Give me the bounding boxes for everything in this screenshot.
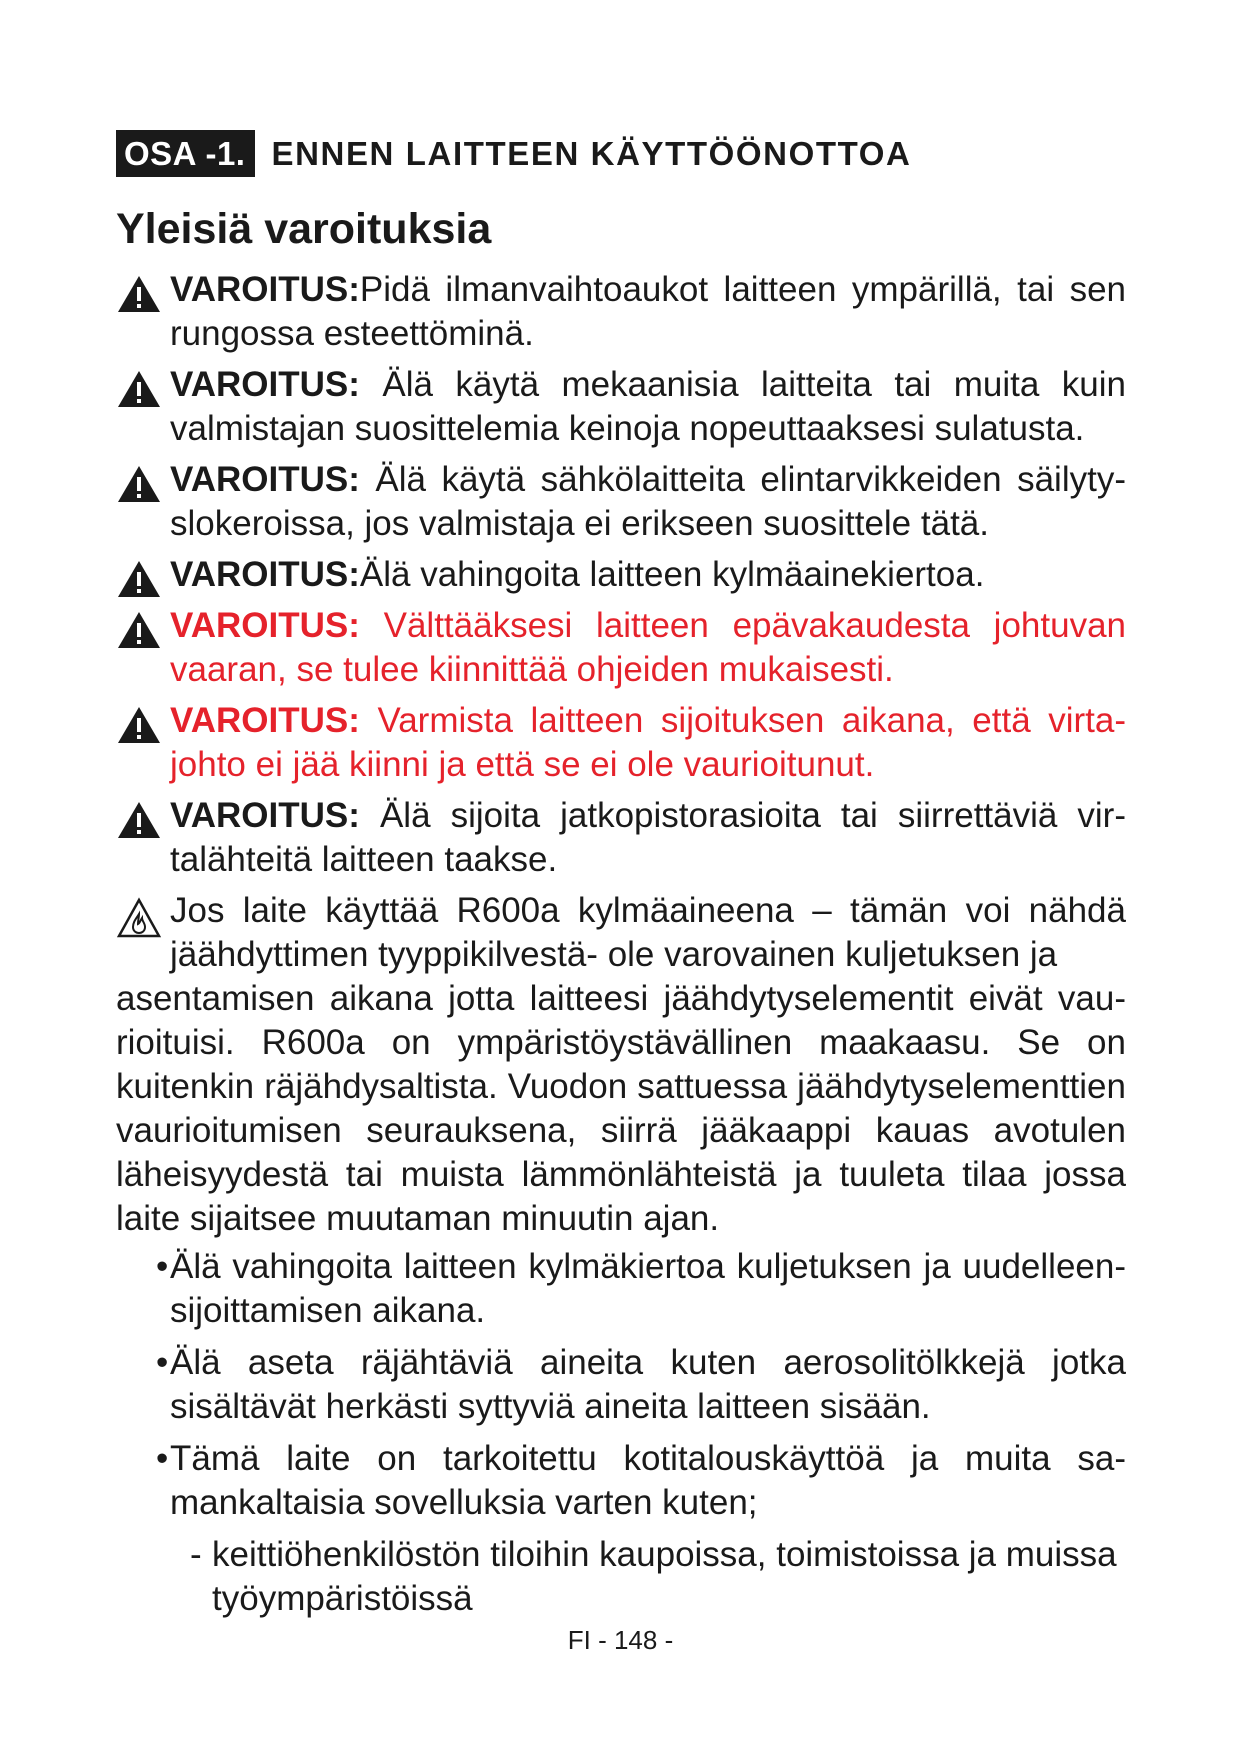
warning-label: VAROITUS: <box>170 796 360 835</box>
warning-item <box>116 553 1126 597</box>
bullet-dot: • <box>156 1439 169 1478</box>
warning-triangle-icon <box>116 800 162 840</box>
warning-label: VAROITUS: <box>170 701 360 740</box>
list-item-text: Älä vahingoita laitteen kylmäkiertoa kuljetuksen ja uudelleen-sijoittamisen aikana. <box>170 1247 1126 1330</box>
page-content <box>116 268 1126 1621</box>
list-item <box>116 1341 1126 1429</box>
warning-label: VAROITUS: <box>170 460 360 499</box>
warning-label: VAROITUS: <box>170 606 360 645</box>
flammable-warning-body: asentamisen aikana jotta laitteesi jäähdytyselementit eivät vau-rioituisi. R600a on ympäristöystävällinen maakaasu. Se on kuitenkin räjähdysaltista. Vuodon sattuessa jäähdytyselementtien vaurioitumisen seurauksena, siirrä jääkaappi kauas avotulen läheisyydestä tai muista lämmönlähteistä ja tuuleta tilaa jossa laite sijaitsee muutaman minuutin ajan. <box>116 979 1126 1238</box>
warning-label: VAROITUS: <box>170 555 360 594</box>
sub-list-item-text: keittiöhenkilöstön tiloihin kaupoissa, toimistoissa ja muissa työympäristöissä <box>212 1535 1117 1618</box>
warning-text: Älä vahingoita laitteen kylmäainekiertoa. <box>359 555 985 594</box>
warning-triangle-icon <box>116 610 162 650</box>
warning-triangle-icon <box>116 369 162 409</box>
list-item-text: Tämä laite on tarkoitettu kotitalouskäyttöä ja muita sa-mankaltaisia sovelluksia varten kuten; <box>170 1439 1126 1522</box>
list-item-text: Älä aseta räjähtäviä aineita kuten aerosolitölkkejä jotka sisältävät herkästi syttyviä aineita laitteen sisään. <box>170 1343 1126 1426</box>
warning-triangle-icon <box>116 559 162 599</box>
warning-label: VAROITUS: <box>170 365 360 404</box>
bullet-dot: • <box>156 1343 169 1382</box>
warning-text: Pidä ilmanvaihtoaukot laitteen ympärillä, tai sen rungossa esteettöminä. <box>170 270 1126 353</box>
bullet-list <box>116 1245 1126 1525</box>
section-title: Yleisiä varoituksia <box>116 205 492 253</box>
warning-item <box>116 458 1126 546</box>
flammable-warning-intro <box>116 889 1126 977</box>
flammable-triangle-icon <box>116 897 162 939</box>
page-number: FI - 148 - <box>567 1625 674 1655</box>
warning-triangle-icon <box>116 705 162 745</box>
warning-text: Älä käytä mekaanisia laitteita tai muita kuin valmistajan suosittelemia keinoja nopeuttaaksesi sulatusta. <box>170 365 1126 448</box>
warning-triangle-icon <box>116 274 162 314</box>
list-item <box>116 1437 1126 1525</box>
sub-bullet-dash: - <box>190 1535 202 1574</box>
chapter-header <box>116 130 912 177</box>
flammable-warning-text: Jos laite käyttää R600a kylmäaineena – tämän voi nähdä jäähdyttimen tyyppikilvestä- ole varovainen kuljetuksen ja <box>170 891 1126 974</box>
warning-item <box>116 794 1126 882</box>
warning-text: Älä sijoita jatkopistorasioita tai siirrettäviä vir-talähteitä laitteen taakse. <box>170 796 1126 879</box>
warning-item-red <box>116 604 1126 692</box>
bullet-dot: • <box>156 1247 169 1286</box>
warning-text: Älä käytä sähkölaitteita elintarvikkeiden säilyty-slokeroissa, jos valmistaja ei erikseen suosittele tätä. <box>170 460 1126 543</box>
sub-list-item <box>116 1533 1126 1621</box>
chapter-title: ENNEN LAITTEEN KÄYTTÖÖNOTTOA <box>271 134 912 172</box>
warning-item <box>116 268 1126 356</box>
warning-label: VAROITUS: <box>170 270 360 309</box>
warning-item <box>116 363 1126 451</box>
warning-item-red <box>116 699 1126 787</box>
warning-text: Varmista laitteen sijoituksen aikana, että virta-johto ei jää kiinni ja että se ei ole vaurioitunut. <box>170 701 1126 784</box>
list-item <box>116 1245 1126 1333</box>
warning-text: Välttääksesi laitteen epävakaudesta johtuvan vaaran, se tulee kiinnittää ohjeiden mukaisesti. <box>170 606 1126 689</box>
chapter-badge: OSA -1. <box>116 130 255 177</box>
warning-triangle-icon <box>116 464 162 504</box>
